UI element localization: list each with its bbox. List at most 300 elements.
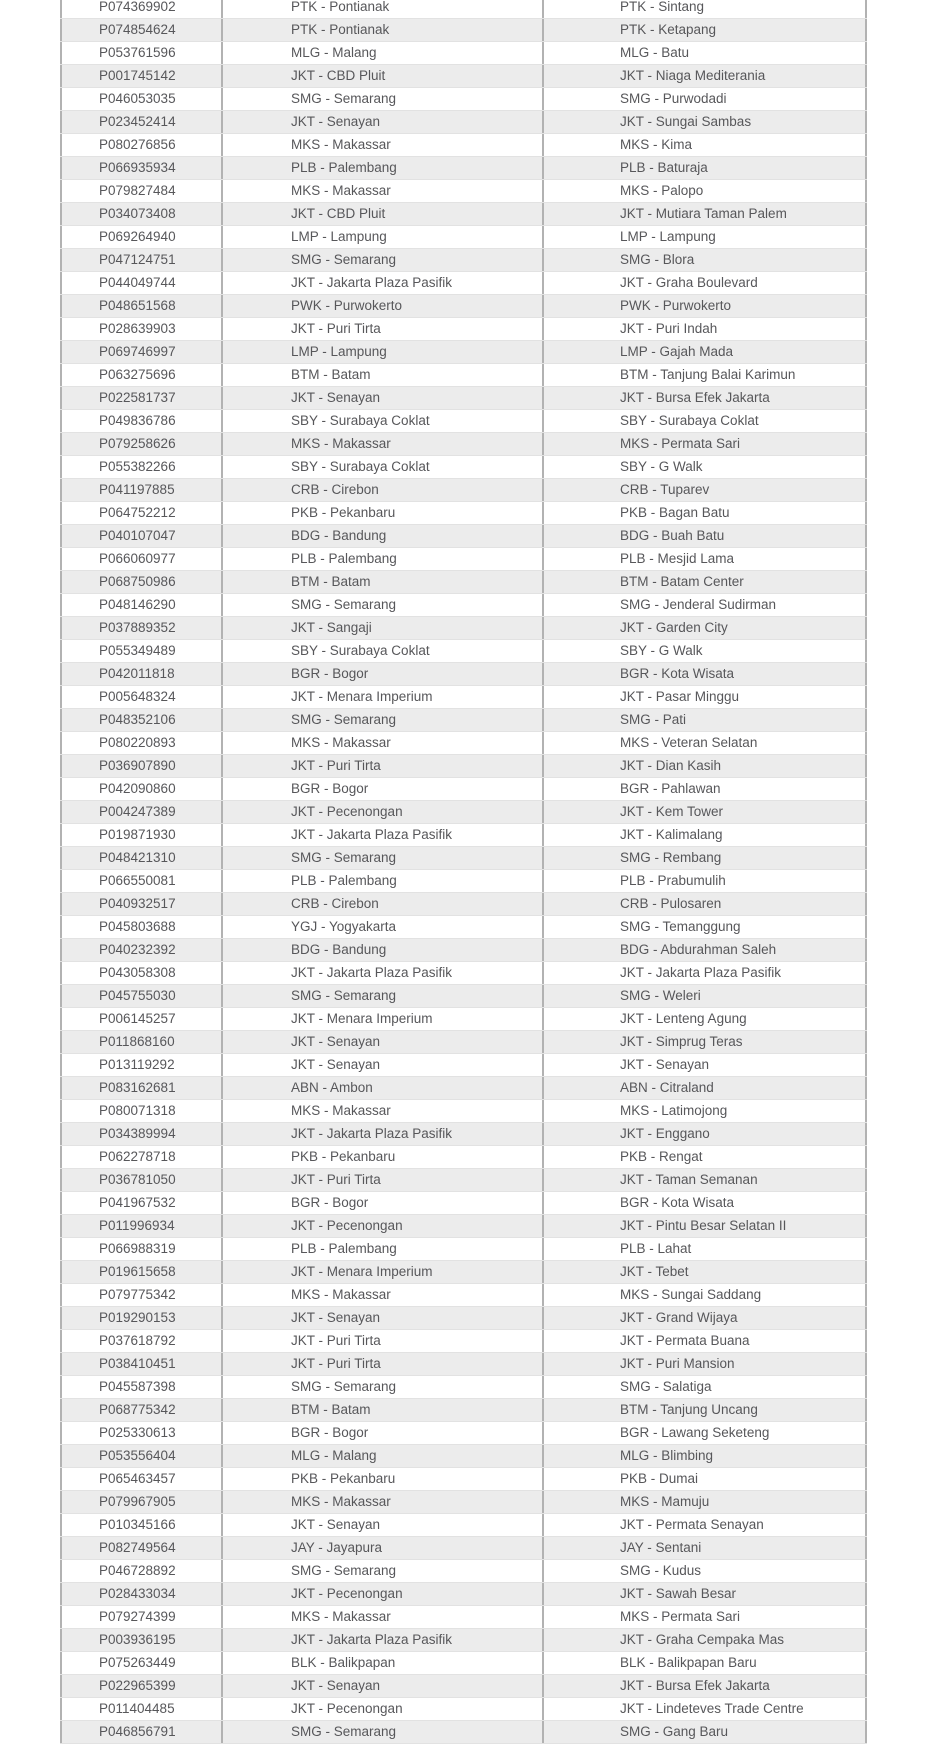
cell-policy-id: P019290153: [60, 1307, 221, 1329]
table-row[interactable]: [60, 1491, 867, 1514]
cell-branch: JKT - Puri Tirta: [221, 1169, 542, 1191]
cell-sub-branch: BTM - Batam Center: [542, 571, 867, 593]
cell-sub-branch: PTK - Sintang: [542, 0, 867, 18]
table-row[interactable]: [60, 594, 867, 617]
table-row[interactable]: [60, 778, 867, 801]
cell-policy-id: P062278718: [60, 1146, 221, 1168]
cell-branch: JKT - Sangaji: [221, 617, 542, 639]
cell-policy-id: P079258626: [60, 433, 221, 455]
cell-sub-branch: JKT - Bursa Efek Jakarta: [542, 387, 867, 409]
cell-sub-branch: PTK - Ketapang: [542, 19, 867, 41]
cell-policy-id: P034073408: [60, 203, 221, 225]
table-row[interactable]: [60, 870, 867, 893]
cell-branch: JKT - Senayan: [221, 1514, 542, 1536]
cell-branch: LMP - Lampung: [221, 341, 542, 363]
cell-branch: BDG - Bandung: [221, 939, 542, 961]
table-row[interactable]: [60, 1445, 867, 1468]
cell-policy-id: P066060977: [60, 548, 221, 570]
cell-sub-branch: SMG - Blora: [542, 249, 867, 271]
cell-policy-id: P079274399: [60, 1606, 221, 1628]
table-row[interactable]: [60, 433, 867, 456]
cell-branch: LMP - Lampung: [221, 226, 542, 248]
cell-policy-id: P019871930: [60, 824, 221, 846]
table-row[interactable]: [60, 272, 867, 295]
cell-branch: JKT - Menara Imperium: [221, 1008, 542, 1030]
table-row[interactable]: [60, 1629, 867, 1652]
table-row[interactable]: [60, 157, 867, 180]
cell-policy-id: P006145257: [60, 1008, 221, 1030]
cell-branch: MKS - Makassar: [221, 1284, 542, 1306]
table-row[interactable]: [60, 203, 867, 226]
cell-branch: JKT - Senayan: [221, 1307, 542, 1329]
table-row[interactable]: [60, 1353, 867, 1376]
cell-branch: PKB - Pekanbaru: [221, 502, 542, 524]
cell-sub-branch: SMG - Weleri: [542, 985, 867, 1007]
cell-policy-id: P036907890: [60, 755, 221, 777]
table-row[interactable]: [60, 1652, 867, 1675]
cell-sub-branch: JKT - Grand Wijaya: [542, 1307, 867, 1329]
cell-sub-branch: SBY - G Walk: [542, 456, 867, 478]
cell-policy-id: P082749564: [60, 1537, 221, 1559]
cell-policy-id: P041197885: [60, 479, 221, 501]
table-row[interactable]: [60, 479, 867, 502]
cell-policy-id: P074369902: [60, 0, 221, 18]
cell-branch: BTM - Batam: [221, 571, 542, 593]
cell-policy-id: P048146290: [60, 594, 221, 616]
cell-sub-branch: PKB - Dumai: [542, 1468, 867, 1490]
table-row[interactable]: [60, 1721, 867, 1744]
cell-policy-id: P044049744: [60, 272, 221, 294]
table-row[interactable]: [60, 1422, 867, 1445]
cell-policy-id: P022581737: [60, 387, 221, 409]
cell-sub-branch: MLG - Blimbing: [542, 1445, 867, 1467]
cell-sub-branch: MKS - Veteran Selatan: [542, 732, 867, 754]
cell-branch: JKT - Jakarta Plaza Pasifik: [221, 962, 542, 984]
cell-policy-id: P063275696: [60, 364, 221, 386]
cell-branch: MKS - Makassar: [221, 1100, 542, 1122]
cell-policy-id: P046728892: [60, 1560, 221, 1582]
cell-sub-branch: JKT - Simprug Teras: [542, 1031, 867, 1053]
table-row[interactable]: [60, 1238, 867, 1261]
cell-policy-id: P048352106: [60, 709, 221, 731]
table-row[interactable]: [60, 410, 867, 433]
cell-branch: JKT - Senayan: [221, 1031, 542, 1053]
cell-branch: YGJ - Yogyakarta: [221, 916, 542, 938]
cell-policy-id: P023452414: [60, 111, 221, 133]
cell-policy-id: P011996934: [60, 1215, 221, 1237]
cell-sub-branch: PLB - Lahat: [542, 1238, 867, 1260]
table-row[interactable]: [60, 916, 867, 939]
table-row[interactable]: [60, 1215, 867, 1238]
cell-sub-branch: PLB - Mesjid Lama: [542, 548, 867, 570]
cell-sub-branch: JKT - Lenteng Agung: [542, 1008, 867, 1030]
cell-branch: SBY - Surabaya Coklat: [221, 640, 542, 662]
cell-branch: MKS - Makassar: [221, 1606, 542, 1628]
cell-sub-branch: SMG - Salatiga: [542, 1376, 867, 1398]
branch-data-table: [60, 0, 867, 1739]
cell-branch: BGR - Bogor: [221, 778, 542, 800]
cell-branch: JKT - Puri Tirta: [221, 1330, 542, 1352]
table-row[interactable]: [60, 502, 867, 525]
cell-sub-branch: JKT - Mutiara Taman Palem: [542, 203, 867, 225]
cell-sub-branch: BGR - Kota Wisata: [542, 663, 867, 685]
cell-branch: JKT - Senayan: [221, 111, 542, 133]
cell-policy-id: P066550081: [60, 870, 221, 892]
cell-branch: JKT - Pecenongan: [221, 1215, 542, 1237]
cell-branch: BTM - Batam: [221, 364, 542, 386]
cell-policy-id: P038410451: [60, 1353, 221, 1375]
table-row[interactable]: [60, 1261, 867, 1284]
cell-branch: PWK - Purwokerto: [221, 295, 542, 317]
cell-policy-id: P028433034: [60, 1583, 221, 1605]
cell-sub-branch: SMG - Gang Baru: [542, 1721, 867, 1743]
table-row[interactable]: [60, 180, 867, 203]
table-row[interactable]: [60, 1031, 867, 1054]
cell-policy-id: P080220893: [60, 732, 221, 754]
cell-sub-branch: MKS - Palopo: [542, 180, 867, 202]
table-row[interactable]: [60, 709, 867, 732]
cell-sub-branch: JKT - Dian Kasih: [542, 755, 867, 777]
table-body: [60, 0, 867, 1744]
cell-branch: PLB - Palembang: [221, 1238, 542, 1260]
cell-sub-branch: JKT - Graha Boulevard: [542, 272, 867, 294]
cell-policy-id: P004247389: [60, 801, 221, 823]
cell-sub-branch: MKS - Latimojong: [542, 1100, 867, 1122]
cell-policy-id: P025330613: [60, 1422, 221, 1444]
table-row[interactable]: [60, 686, 867, 709]
table-row[interactable]: [60, 732, 867, 755]
cell-policy-id: P079967905: [60, 1491, 221, 1513]
table-row[interactable]: [60, 65, 867, 88]
cell-policy-id: P075263449: [60, 1652, 221, 1674]
table-row[interactable]: [60, 1560, 867, 1583]
cell-policy-id: P045803688: [60, 916, 221, 938]
cell-policy-id: P003936195: [60, 1629, 221, 1651]
cell-sub-branch: BDG - Abdurahman Saleh: [542, 939, 867, 961]
cell-sub-branch: LMP - Lampung: [542, 226, 867, 248]
cell-policy-id: P048651568: [60, 295, 221, 317]
cell-branch: JKT - Pecenongan: [221, 1698, 542, 1720]
cell-branch: JKT - Pecenongan: [221, 1583, 542, 1605]
table-row[interactable]: [60, 847, 867, 870]
cell-sub-branch: JKT - Kem Tower: [542, 801, 867, 823]
cell-policy-id: P037889352: [60, 617, 221, 639]
cell-policy-id: P080276856: [60, 134, 221, 156]
cell-branch: CRB - Cirebon: [221, 893, 542, 915]
cell-sub-branch: JKT - Pintu Besar Selatan II: [542, 1215, 867, 1237]
cell-sub-branch: SBY - G Walk: [542, 640, 867, 662]
cell-policy-id: P069746997: [60, 341, 221, 363]
table-row[interactable]: [60, 111, 867, 134]
cell-policy-id: P080071318: [60, 1100, 221, 1122]
cell-branch: BTM - Batam: [221, 1399, 542, 1421]
table-row[interactable]: [60, 42, 867, 65]
cell-branch: JKT - Menara Imperium: [221, 1261, 542, 1283]
cell-branch: SBY - Surabaya Coklat: [221, 456, 542, 478]
cell-branch: JAY - Jayapura: [221, 1537, 542, 1559]
cell-sub-branch: BGR - Pahlawan: [542, 778, 867, 800]
table-row[interactable]: [60, 1054, 867, 1077]
cell-sub-branch: JKT - Lindeteves Trade Centre: [542, 1698, 867, 1720]
table-row[interactable]: [60, 387, 867, 410]
cell-policy-id: P042011818: [60, 663, 221, 685]
table-row[interactable]: [60, 295, 867, 318]
cell-policy-id: P046053035: [60, 88, 221, 110]
cell-policy-id: P069264940: [60, 226, 221, 248]
cell-branch: MKS - Makassar: [221, 1491, 542, 1513]
cell-sub-branch: JKT - Jakarta Plaza Pasifik: [542, 962, 867, 984]
table-row[interactable]: [60, 939, 867, 962]
cell-policy-id: P019615658: [60, 1261, 221, 1283]
cell-branch: MKS - Makassar: [221, 433, 542, 455]
cell-branch: SBY - Surabaya Coklat: [221, 410, 542, 432]
cell-branch: PKB - Pekanbaru: [221, 1468, 542, 1490]
cell-policy-id: P079827484: [60, 180, 221, 202]
cell-policy-id: P053761596: [60, 42, 221, 64]
cell-branch: JKT - Pecenongan: [221, 801, 542, 823]
cell-sub-branch: JKT - Puri Mansion: [542, 1353, 867, 1375]
cell-policy-id: P053556404: [60, 1445, 221, 1467]
cell-policy-id: P011404485: [60, 1698, 221, 1720]
cell-policy-id: P045587398: [60, 1376, 221, 1398]
table-row[interactable]: [60, 1307, 867, 1330]
cell-sub-branch: JKT - Sungai Sambas: [542, 111, 867, 133]
cell-branch: MKS - Makassar: [221, 180, 542, 202]
cell-policy-id: P083162681: [60, 1077, 221, 1099]
cell-sub-branch: PKB - Bagan Batu: [542, 502, 867, 524]
cell-branch: PTK - Pontianak: [221, 0, 542, 18]
cell-policy-id: P079775342: [60, 1284, 221, 1306]
cell-branch: SMG - Semarang: [221, 847, 542, 869]
cell-branch: PLB - Palembang: [221, 870, 542, 892]
cell-sub-branch: SMG - Pati: [542, 709, 867, 731]
cell-branch: BDG - Bandung: [221, 525, 542, 547]
cell-policy-id: P005648324: [60, 686, 221, 708]
cell-sub-branch: JKT - Puri Indah: [542, 318, 867, 340]
cell-policy-id: P022965399: [60, 1675, 221, 1697]
cell-sub-branch: MKS - Mamuju: [542, 1491, 867, 1513]
cell-sub-branch: CRB - Pulosaren: [542, 893, 867, 915]
cell-policy-id: P013119292: [60, 1054, 221, 1076]
cell-sub-branch: CRB - Tuparev: [542, 479, 867, 501]
cell-sub-branch: JAY - Sentani: [542, 1537, 867, 1559]
table-row[interactable]: [60, 1468, 867, 1491]
cell-branch: SMG - Semarang: [221, 249, 542, 271]
cell-sub-branch: JKT - Kalimalang: [542, 824, 867, 846]
table-row[interactable]: [60, 1284, 867, 1307]
cell-policy-id: P040932517: [60, 893, 221, 915]
cell-policy-id: P055349489: [60, 640, 221, 662]
cell-branch: MKS - Makassar: [221, 134, 542, 156]
cell-policy-id: P048421310: [60, 847, 221, 869]
cell-sub-branch: SMG - Jenderal Sudirman: [542, 594, 867, 616]
table-row[interactable]: [60, 1399, 867, 1422]
table-row[interactable]: [60, 755, 867, 778]
cell-sub-branch: SMG - Kudus: [542, 1560, 867, 1582]
cell-policy-id: P068775342: [60, 1399, 221, 1421]
table-row[interactable]: [60, 1583, 867, 1606]
cell-sub-branch: JKT - Niaga Mediterania: [542, 65, 867, 87]
cell-branch: MLG - Malang: [221, 1445, 542, 1467]
table-row[interactable]: [60, 226, 867, 249]
cell-sub-branch: JKT - Permata Buana: [542, 1330, 867, 1352]
cell-policy-id: P043058308: [60, 962, 221, 984]
table-row[interactable]: [60, 1123, 867, 1146]
cell-sub-branch: JKT - Garden City: [542, 617, 867, 639]
cell-branch: JKT - Menara Imperium: [221, 686, 542, 708]
cell-branch: JKT - Jakarta Plaza Pasifik: [221, 1629, 542, 1651]
cell-branch: BGR - Bogor: [221, 1422, 542, 1444]
table-row[interactable]: [60, 318, 867, 341]
cell-sub-branch: JKT - Permata Senayan: [542, 1514, 867, 1536]
table-row[interactable]: [60, 824, 867, 847]
cell-branch: JKT - CBD Pluit: [221, 65, 542, 87]
table-row[interactable]: [60, 1008, 867, 1031]
table-row[interactable]: [60, 1330, 867, 1353]
table-row[interactable]: [60, 1514, 867, 1537]
table-row[interactable]: [60, 364, 867, 387]
cell-branch: BGR - Bogor: [221, 663, 542, 685]
cell-sub-branch: BGR - Lawang Seketeng: [542, 1422, 867, 1444]
cell-branch: JKT - Jakarta Plaza Pasifik: [221, 272, 542, 294]
cell-policy-id: P047124751: [60, 249, 221, 271]
cell-sub-branch: PLB - Prabumulih: [542, 870, 867, 892]
table-row[interactable]: [60, 1698, 867, 1721]
cell-policy-id: P034389994: [60, 1123, 221, 1145]
cell-sub-branch: LMP - Gajah Mada: [542, 341, 867, 363]
table-row[interactable]: [60, 19, 867, 42]
cell-policy-id: P042090860: [60, 778, 221, 800]
cell-sub-branch: MKS - Permata Sari: [542, 433, 867, 455]
cell-branch: JKT - Senayan: [221, 1675, 542, 1697]
cell-branch: PKB - Pekanbaru: [221, 1146, 542, 1168]
table-row[interactable]: [60, 88, 867, 111]
cell-branch: PTK - Pontianak: [221, 19, 542, 41]
cell-sub-branch: BGR - Kota Wisata: [542, 1192, 867, 1214]
cell-sub-branch: JKT - Graha Cempaka Mas: [542, 1629, 867, 1651]
cell-branch: JKT - Senayan: [221, 1054, 542, 1076]
cell-sub-branch: JKT - Tebet: [542, 1261, 867, 1283]
table-row[interactable]: [60, 134, 867, 157]
cell-sub-branch: BLK - Balikpapan Baru: [542, 1652, 867, 1674]
cell-sub-branch: JKT - Taman Semanan: [542, 1169, 867, 1191]
cell-sub-branch: JKT - Pasar Minggu: [542, 686, 867, 708]
cell-sub-branch: JKT - Senayan: [542, 1054, 867, 1076]
cell-policy-id: P074854624: [60, 19, 221, 41]
table-row[interactable]: [60, 1146, 867, 1169]
table-row[interactable]: [60, 1675, 867, 1698]
cell-branch: SMG - Semarang: [221, 88, 542, 110]
cell-branch: JKT - Puri Tirta: [221, 318, 542, 340]
cell-policy-id: P010345166: [60, 1514, 221, 1536]
cell-branch: SMG - Semarang: [221, 985, 542, 1007]
cell-branch: SMG - Semarang: [221, 1721, 542, 1743]
cell-sub-branch: PKB - Rengat: [542, 1146, 867, 1168]
cell-policy-id: P049836786: [60, 410, 221, 432]
cell-policy-id: P011868160: [60, 1031, 221, 1053]
cell-policy-id: P001745142: [60, 65, 221, 87]
cell-branch: JKT - Puri Tirta: [221, 1353, 542, 1375]
cell-branch: SMG - Semarang: [221, 709, 542, 731]
cell-policy-id: P045755030: [60, 985, 221, 1007]
cell-sub-branch: JKT - Enggano: [542, 1123, 867, 1145]
cell-sub-branch: SBY - Surabaya Coklat: [542, 410, 867, 432]
cell-policy-id: P036781050: [60, 1169, 221, 1191]
table-row[interactable]: [60, 640, 867, 663]
table-row[interactable]: [60, 341, 867, 364]
cell-policy-id: P040107047: [60, 525, 221, 547]
table-row[interactable]: [60, 0, 867, 19]
cell-policy-id: P046856791: [60, 1721, 221, 1743]
table-row[interactable]: [60, 1606, 867, 1629]
cell-sub-branch: BTM - Tanjung Balai Karimun: [542, 364, 867, 386]
cell-branch: PLB - Palembang: [221, 548, 542, 570]
cell-policy-id: P040232392: [60, 939, 221, 961]
table-row[interactable]: [60, 571, 867, 594]
cell-sub-branch: JKT - Sawah Besar: [542, 1583, 867, 1605]
cell-sub-branch: MKS - Kima: [542, 134, 867, 156]
cell-branch: JKT - Puri Tirta: [221, 755, 542, 777]
table-row[interactable]: [60, 617, 867, 640]
table-row[interactable]: [60, 801, 867, 824]
cell-policy-id: P041967532: [60, 1192, 221, 1214]
cell-branch: JKT - Jakarta Plaza Pasifik: [221, 824, 542, 846]
cell-branch: MLG - Malang: [221, 42, 542, 64]
table-row[interactable]: [60, 456, 867, 479]
table-row[interactable]: [60, 525, 867, 548]
cell-policy-id: P066935934: [60, 157, 221, 179]
cell-sub-branch: PWK - Purwokerto: [542, 295, 867, 317]
cell-branch: BGR - Bogor: [221, 1192, 542, 1214]
cell-branch: MKS - Makassar: [221, 732, 542, 754]
cell-branch: BLK - Balikpapan: [221, 1652, 542, 1674]
cell-branch: SMG - Semarang: [221, 1560, 542, 1582]
cell-sub-branch: SMG - Rembang: [542, 847, 867, 869]
table-row[interactable]: [60, 548, 867, 571]
cell-branch: SMG - Semarang: [221, 594, 542, 616]
table-row[interactable]: [60, 1100, 867, 1123]
table-row[interactable]: [60, 249, 867, 272]
table-row[interactable]: [60, 985, 867, 1008]
table-row[interactable]: [60, 893, 867, 916]
cell-policy-id: P028639903: [60, 318, 221, 340]
table-row[interactable]: [60, 1537, 867, 1560]
cell-branch: JKT - CBD Pluit: [221, 203, 542, 225]
table-row[interactable]: [60, 663, 867, 686]
cell-sub-branch: SMG - Purwodadi: [542, 88, 867, 110]
cell-sub-branch: MKS - Sungai Saddang: [542, 1284, 867, 1306]
table-row[interactable]: [60, 962, 867, 985]
table-row[interactable]: [60, 1169, 867, 1192]
cell-policy-id: P064752212: [60, 502, 221, 524]
table-row[interactable]: [60, 1192, 867, 1215]
cell-policy-id: P055382266: [60, 456, 221, 478]
cell-sub-branch: BDG - Buah Batu: [542, 525, 867, 547]
cell-branch: JKT - Senayan: [221, 387, 542, 409]
cell-branch: JKT - Jakarta Plaza Pasifik: [221, 1123, 542, 1145]
cell-sub-branch: SMG - Temanggung: [542, 916, 867, 938]
cell-sub-branch: ABN - Citraland: [542, 1077, 867, 1099]
cell-sub-branch: MLG - Batu: [542, 42, 867, 64]
table-row[interactable]: [60, 1376, 867, 1399]
cell-branch: SMG - Semarang: [221, 1376, 542, 1398]
cell-branch: CRB - Cirebon: [221, 479, 542, 501]
cell-sub-branch: JKT - Bursa Efek Jakarta: [542, 1675, 867, 1697]
table-row[interactable]: [60, 1077, 867, 1100]
cell-policy-id: P068750986: [60, 571, 221, 593]
cell-sub-branch: PLB - Baturaja: [542, 157, 867, 179]
cell-sub-branch: MKS - Permata Sari: [542, 1606, 867, 1628]
